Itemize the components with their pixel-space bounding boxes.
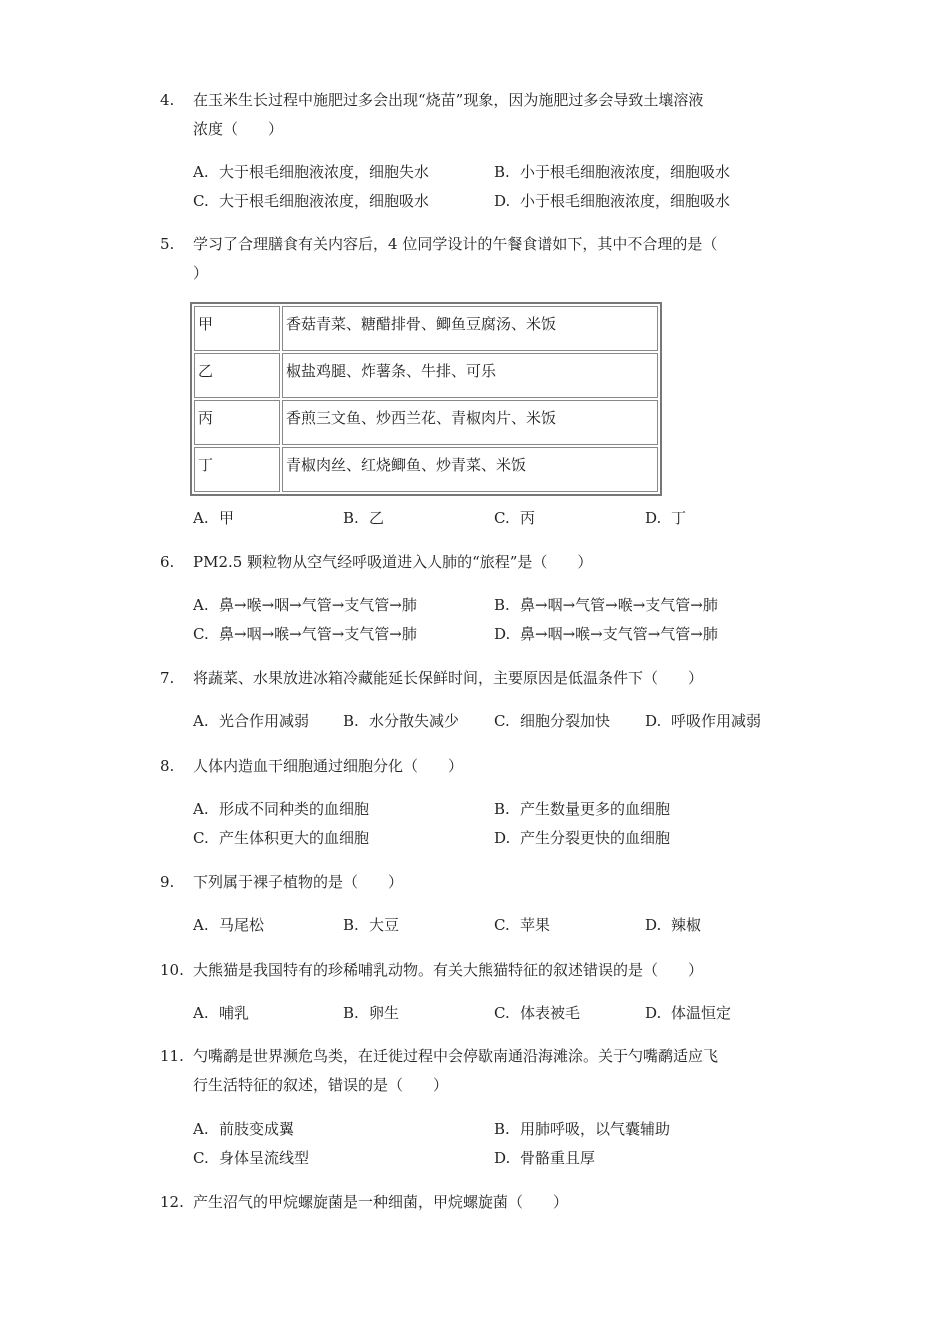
question-text: 下列属于裸子植物的是（ ） [193, 873, 404, 891]
question-text: 浓度（ ） [193, 120, 284, 138]
option-a: A. 鼻→喉→咽→气管→支气管→肺 [193, 596, 417, 614]
option-c: C. 体表被毛 [494, 1004, 581, 1022]
question-number: 11. [160, 1047, 184, 1065]
option-b: B. 用肺呼吸，以气囊辅助 [494, 1120, 671, 1138]
question-text: 行生活特征的叙述，错误的是（ ） [193, 1076, 449, 1094]
table-row [194, 353, 658, 398]
question-text: 勺嘴鹬是世界濒危鸟类，在迁徙过程中会停歇南通沿海滩涂。关于勺嘴鹬适应飞 [193, 1047, 719, 1065]
option-c: C. 身体呈流线型 [193, 1149, 310, 1167]
option-d: D. 辣椒 [645, 916, 702, 934]
question-number: 10. [160, 961, 184, 979]
option-b: B. 水分散失减少 [343, 712, 460, 730]
option-b: B. 卵生 [343, 1004, 400, 1022]
option-b: B. 乙 [343, 509, 385, 527]
question-number: 7. [160, 669, 175, 687]
table-value: 椒盐鸡腿、炸薯条、牛排、可乐 [282, 353, 658, 398]
option-d: D. 体温恒定 [645, 1004, 732, 1022]
option-b: B. 大豆 [343, 916, 400, 934]
option-d: D. 丁 [645, 509, 687, 527]
table-row [194, 306, 658, 351]
question-number: 12. [160, 1193, 184, 1211]
question-text: 在玉米生长过程中施肥过多会出现“烧苗”现象，因为施肥过多会导致土壤溶液 [193, 91, 704, 109]
option-c: C. 产生体积更大的血细胞 [193, 829, 370, 847]
table-row [194, 447, 658, 492]
option-a: A. 哺乳 [193, 1004, 250, 1022]
question-number: 8. [160, 757, 175, 775]
question-number: 4. [160, 91, 175, 109]
table-key: 丙 [194, 400, 280, 445]
table-value: 香菇青菜、糖醋排骨、鲫鱼豆腐汤、米饭 [282, 306, 658, 351]
option-b: B. 鼻→咽→气管→喉→支气管→肺 [494, 596, 718, 614]
option-d: D. 产生分裂更快的血细胞 [494, 829, 671, 847]
option-a: A. 马尾松 [193, 916, 265, 934]
question-text: 产生沼气的甲烷螺旋菌是一种细菌，甲烷螺旋菌（ ） [193, 1193, 569, 1211]
option-a: A. 前肢变成翼 [193, 1120, 295, 1138]
menu-table [190, 302, 662, 496]
question-number: 9. [160, 873, 175, 891]
table-key: 乙 [194, 353, 280, 398]
option-a: A. 甲 [193, 509, 235, 527]
table-value: 青椒肉丝、红烧鲫鱼、炒青菜、米饭 [282, 447, 658, 492]
question-text: 人体内造血干细胞通过细胞分化（ ） [193, 757, 464, 775]
question-text: PM2.5 颗粒物从空气经呼吸道进入人肺的“旅程”是（ ） [193, 553, 593, 571]
table-row [194, 400, 658, 445]
question-number: 6. [160, 553, 175, 571]
question-text: 将蔬菜、水果放进冰箱冷藏能延长保鲜时间，主要原因是低温条件下（ ） [193, 669, 704, 687]
option-c: C. 细胞分裂加快 [494, 712, 611, 730]
option-d: D. 骨骼重且厚 [494, 1149, 596, 1167]
question-text: 大熊猫是我国特有的珍稀哺乳动物。有关大熊猫特征的叙述错误的是（ ） [193, 961, 704, 979]
option-d: D. 小于根毛细胞液浓度，细胞吸水 [494, 192, 731, 210]
table-value: 香煎三文鱼、炒西兰花、青椒肉片、米饭 [282, 400, 658, 445]
question-text: ） [193, 264, 209, 282]
option-b: B. 小于根毛细胞液浓度，细胞吸水 [494, 163, 731, 181]
table-key: 甲 [194, 306, 280, 351]
option-a: A. 光合作用减弱 [193, 712, 310, 730]
option-a: A. 大于根毛细胞液浓度，细胞失水 [193, 163, 430, 181]
option-d: D. 鼻→咽→喉→支气管→气管→肺 [494, 625, 718, 643]
table-key: 丁 [194, 447, 280, 492]
option-c: C. 鼻→咽→喉→气管→支气管→肺 [193, 625, 417, 643]
option-a: A. 形成不同种类的血细胞 [193, 800, 370, 818]
option-b: B. 产生数量更多的血细胞 [494, 800, 671, 818]
option-d: D. 呼吸作用减弱 [645, 712, 762, 730]
option-c: C. 苹果 [494, 916, 551, 934]
option-c: C. 丙 [494, 509, 536, 527]
question-number: 5. [160, 235, 175, 253]
option-c: C. 大于根毛细胞液浓度，细胞吸水 [193, 192, 430, 210]
question-text: 学习了合理膳食有关内容后，4 位同学设计的午餐食谱如下，其中不合理的是（ [193, 235, 718, 253]
